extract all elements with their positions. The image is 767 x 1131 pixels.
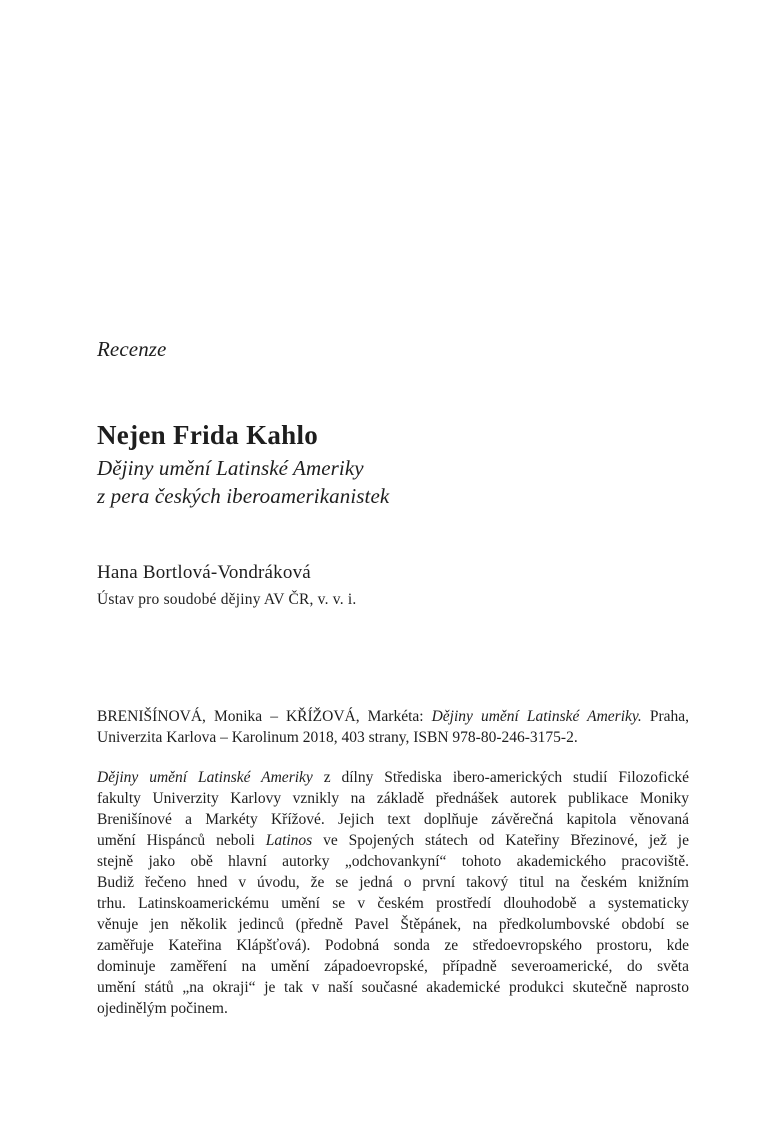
body-line-12: ojedinělým počinem. <box>97 1000 228 1017</box>
body-line-9: zaměřuje Kateřina Klápšťová). Podobná sonda ze středoevropského prostoru, kde <box>97 937 689 954</box>
author-name: Hana Bortlová-Vondráková <box>97 562 311 583</box>
body-book-title: Dějiny umění Latinské Ameriky <box>97 769 313 786</box>
article-subtitle-line-1: Dějiny umění Latinské Ameriky <box>97 456 364 480</box>
citation-book-title: Dějiny umění Latinské Ameriky. <box>431 708 642 725</box>
body-line-4-a: umění Hispánců neboli <box>97 832 266 849</box>
body-line-8: věnuje jen několik jedinců (předně Pavel Štěpánek, na předkolumbovské období se <box>97 916 689 933</box>
body-line-1-text: z dílny Střediska ibero-amerických studií Filozofické <box>312 769 689 786</box>
citation-line-1 <box>97 707 689 727</box>
citation-publisher-start: Praha, <box>641 708 689 725</box>
body-line-2: fakulty Univerzity Karlovy vznikly na základě přednášek autorek publikace Moniky <box>97 790 689 807</box>
body-line-11: umění států „na okraji“ je tak v naší současné akademické produkci skutečně naprosto <box>97 979 689 996</box>
body-line-4-b: ve Spojených státech od Kateřiny Březinové, jež je <box>312 832 689 849</box>
body-latinos-term: Latinos <box>265 832 313 849</box>
article-title: Nejen Frida Kahlo <box>97 420 319 450</box>
body-line-6: Budiž řečeno hned v úvodu, že se jedná o první takový titul na českém knižním <box>97 874 689 891</box>
body-line-7: trhu. Latinskoamerickému umění se v českém prostředí dlouhodobě a systematicky <box>97 895 689 912</box>
body-line-3: Brenišínové a Markéty Křížové. Jejich text doplňuje závěrečná kapitola věnovaná <box>97 811 689 828</box>
author-affiliation: Ústav pro soudobé dějiny AV ČR, v. v. i. <box>97 591 357 608</box>
body-line-4 <box>97 831 689 851</box>
article-subtitle-line-2: z pera českých iberoamerikanistek <box>97 484 390 508</box>
section-label: Recenze <box>97 337 167 361</box>
citation-line-2: Univerzita Karlova – Karolinum 2018, 403 strany, ISBN 978-80-246-3175-2. <box>97 729 578 746</box>
body-line-10: dominuje zaměření na umění západoevropské, případně severoamerické, do světa <box>97 958 689 975</box>
citation-authors: BRENIŠÍNOVÁ, Monika – KŘÍŽOVÁ, Markéta: <box>97 708 432 725</box>
body-line-5: stejně jako obě hlavní autorky „odchovankyní“ tohoto akademického pracoviště. <box>97 853 689 870</box>
body-line-1 <box>97 768 689 788</box>
